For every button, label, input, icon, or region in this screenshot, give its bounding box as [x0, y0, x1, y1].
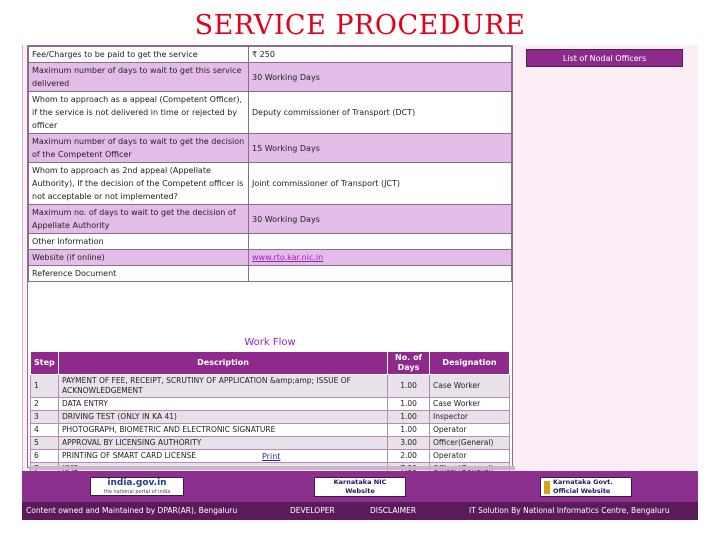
workflow-days: 1.00: [388, 375, 430, 398]
info-row: [29, 163, 512, 205]
info-value: 30 Working Days: [249, 205, 512, 234]
nic-line2: Website: [345, 487, 375, 495]
info-value: 15 Working Days: [249, 134, 512, 163]
info-row: [29, 234, 512, 250]
workflow-days: 1.00: [388, 411, 430, 424]
info-value: [249, 234, 512, 250]
info-label: Whom to approach as a appeal (Competent Officer), if the service is not delivered in time or rejected by officer: [29, 92, 249, 134]
info-value: 30 Working Days: [249, 63, 512, 92]
panel-shadow: [29, 466, 515, 470]
info-row: [29, 266, 512, 282]
workflow-description: PRINTING OF SMART CARD LICENSE: [58, 450, 387, 463]
info-label: Reference Document: [29, 266, 249, 282]
slide-title: SERVICE PROCEDURE: [194, 10, 526, 41]
india-logo-text: india.gov.in: [107, 478, 167, 488]
workflow-header-row: [31, 352, 510, 375]
header-step: Step: [31, 352, 59, 375]
workflow-description: PAYMENT OF FEE, RECEIPT, SCRUTINY OF APPLICATION &amp;amp; ISSUE OF ACKNOWLEDGEMENT: [58, 375, 387, 398]
info-value: Joint commissioner of Transport (JCT): [249, 163, 512, 205]
workflow-designation: Case Worker: [430, 398, 510, 411]
india-logo-subtext: the national portal of india: [103, 489, 171, 495]
info-label: Whom to approach as 2nd appeal (Appellate Authority), If the decision of the Competent officer is not acceptable or not implemented?: [29, 163, 249, 205]
disclaimer-link[interactable]: DISCLAIMER: [370, 506, 417, 515]
kar-line1: Karnataka Govt.: [553, 478, 613, 486]
workflow-caption: Work Flow: [244, 337, 296, 348]
header-description: Description: [58, 352, 387, 375]
karnataka-govt-website-link[interactable]: [540, 477, 632, 497]
developer-link[interactable]: DEVELOPER: [290, 506, 335, 515]
nic-line1: Karnataka NIC: [333, 478, 387, 486]
workflow-designation: Inspector: [430, 411, 510, 424]
workflow-step: 6: [31, 450, 59, 463]
info-label: Website (if online): [29, 250, 249, 266]
info-row: [29, 250, 512, 266]
print-link[interactable]: Print: [262, 452, 281, 461]
workflow-step: 1: [31, 375, 59, 398]
list-of-nodal-officers-button[interactable]: List of Nodal Officers: [526, 49, 683, 67]
service-details-panel: [27, 45, 513, 468]
info-value: Deputy commissioner of Transport (DCT): [249, 92, 512, 134]
india-gov-logo[interactable]: [90, 477, 184, 496]
info-row: [29, 92, 512, 134]
workflow-days: 1.00: [388, 398, 430, 411]
info-value: [249, 266, 512, 282]
info-row: [29, 47, 512, 63]
header-days: No. of Days: [388, 352, 430, 375]
header-designation: Designation: [430, 352, 510, 375]
workflow-days: 2.00: [388, 450, 430, 463]
workflow-row: [31, 437, 510, 450]
info-label: Maximum no. of days to wait to get the decision of Appellate Authority: [29, 205, 249, 234]
info-row: [29, 205, 512, 234]
workflow-days: 1.00: [388, 424, 430, 437]
workflow-row: [31, 411, 510, 424]
it-solution-text: IT Solution By National Informatics Centre, Bengaluru: [469, 506, 670, 515]
karnataka-emblem-icon: [544, 481, 550, 494]
info-row: [29, 63, 512, 92]
workflow-row: [31, 398, 510, 411]
footer-bar: [22, 502, 698, 520]
workflow-step: 4: [31, 424, 59, 437]
website-link[interactable]: www.rto.kar.nic.in: [249, 250, 512, 266]
bottom-margin: [22, 520, 698, 540]
workflow-designation: Case Worker: [430, 375, 510, 398]
workflow-description: PHOTOGRAPH, BIOMETRIC AND ELECTRONIC SIGNATURE: [58, 424, 387, 437]
workflow-days: 3.00: [388, 437, 430, 450]
workflow-designation: Operator: [430, 450, 510, 463]
info-label: Other Information: [29, 234, 249, 250]
workflow-row: [31, 375, 510, 398]
workflow-row: [31, 424, 510, 437]
workflow-step: 5: [31, 437, 59, 450]
info-label: Fee/Charges to be paid to get the service: [29, 47, 249, 63]
workflow-designation: Officer(General): [430, 437, 510, 450]
service-info-table: [28, 46, 512, 282]
content-owner-text: Content owned and Maintained by DPAR(AR), Bengaluru: [26, 506, 238, 515]
karnataka-nic-website-link[interactable]: [314, 477, 406, 497]
info-row: [29, 134, 512, 163]
info-value: ₹ 250: [249, 47, 512, 63]
workflow-description: APPROVAL BY LICENSING AUTHORITY: [58, 437, 387, 450]
workflow-description: DATA ENTRY: [58, 398, 387, 411]
workflow-step: 3: [31, 411, 59, 424]
info-label: Maximum number of days to wait to get this service delivered: [29, 63, 249, 92]
kar-line2: Official Website: [553, 487, 611, 495]
workflow-designation: Operator: [430, 424, 510, 437]
info-label: Maximum number of days to wait to get the decision of the Competent Officer: [29, 134, 249, 163]
workflow-description: DRIVING TEST (ONLY IN KA 41): [58, 411, 387, 424]
workflow-step: 2: [31, 398, 59, 411]
